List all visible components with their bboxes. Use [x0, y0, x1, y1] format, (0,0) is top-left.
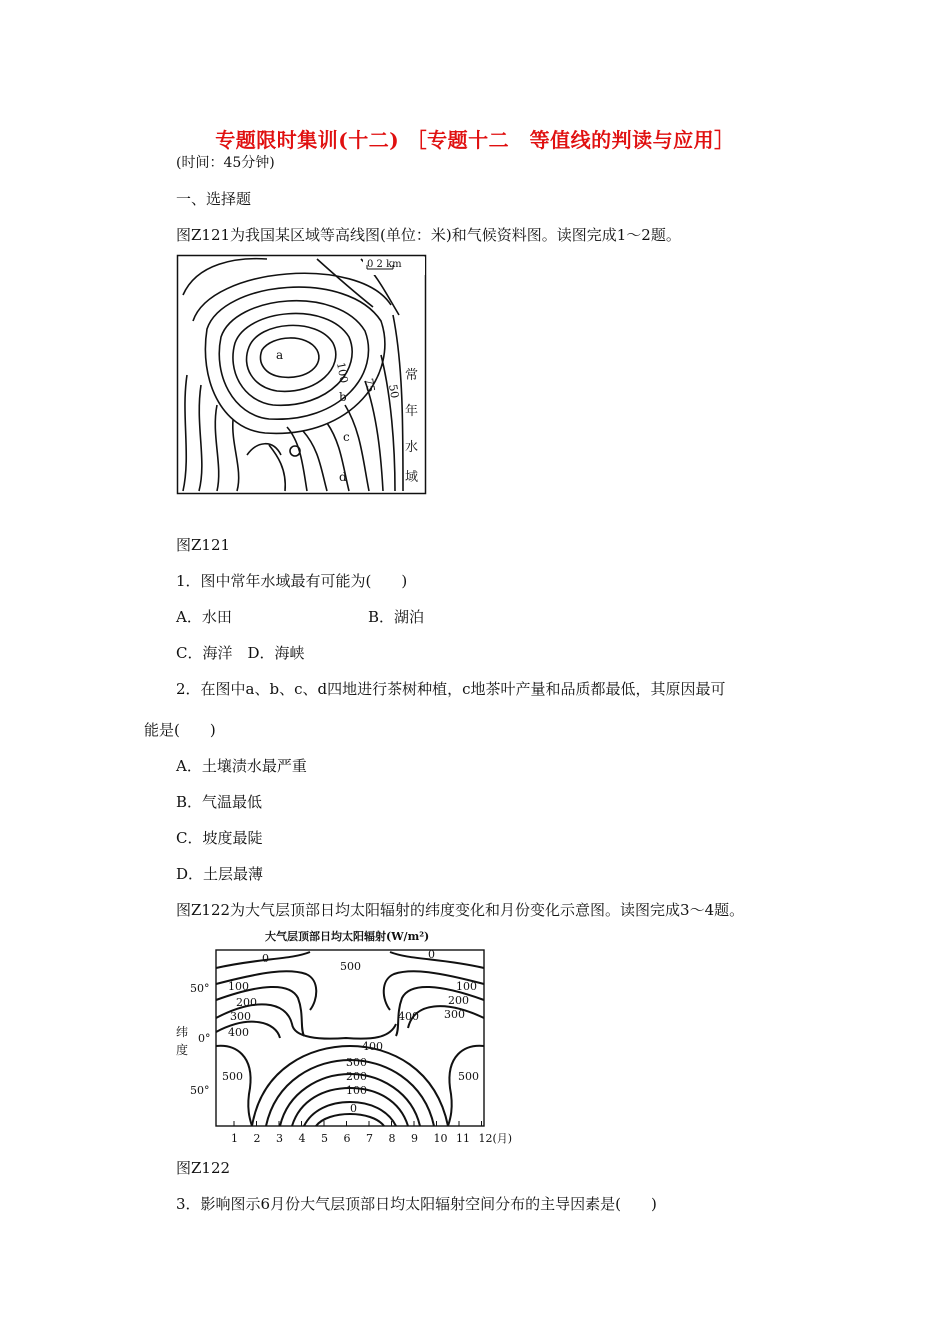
scale-label: 0 2 km — [367, 259, 402, 270]
x-tick-label: 1 — [231, 1132, 238, 1145]
tl-0: 0 — [262, 952, 269, 965]
tl-100: 100 — [228, 980, 249, 993]
top-center-500: 500 — [340, 960, 361, 973]
q2-stem-line2: 能是( ) — [144, 721, 216, 739]
q1-option-a: A．水田 — [176, 608, 232, 626]
q2-option-a: A．土壤渍水最严重 — [176, 757, 307, 775]
mid-right-400: 400 — [398, 1010, 419, 1023]
y-label-1: 纬 — [176, 1025, 189, 1039]
contour-100-label: 100 — [334, 361, 351, 385]
x-tick-label: 3 — [276, 1132, 283, 1145]
figure-caption-1: 图Z121 — [176, 536, 231, 554]
tl-200: 200 — [236, 996, 257, 1009]
section-heading: 一、选择题 — [176, 190, 252, 208]
water-char-3: 水 — [405, 440, 419, 455]
tr-100: 100 — [456, 980, 477, 993]
x-tick-label: 9 — [411, 1132, 418, 1145]
chart-title: 大气层顶部日均太阳辐射(W/m²) — [265, 930, 430, 943]
tr-200: 200 — [448, 994, 469, 1007]
radiation-chart-figure — [170, 928, 520, 1153]
q1-stem: 1．图中常年水域最有可能为( ) — [176, 572, 408, 590]
y-tick-50n: 50° — [190, 982, 210, 995]
intro-text-1: 图Z121为我国某区域等高线图(单位：米)和气候资料图。读图完成1～2题。 — [176, 226, 681, 244]
x-tick-label: 6 — [343, 1132, 351, 1145]
water-char-4: 域 — [405, 470, 419, 485]
contour-50-label: 50 — [386, 383, 402, 400]
x-tick-label: 7 — [366, 1132, 373, 1145]
bottom-left-500: 500 — [222, 1070, 243, 1083]
q2-option-c: C．坡度最陡 — [176, 829, 263, 847]
q1-option-b: B．湖泊 — [368, 608, 425, 626]
q1-option-cd: C．海洋 D．海峡 — [176, 644, 305, 662]
water-char-2: 年 — [405, 404, 419, 419]
y-label-2: 度 — [176, 1043, 189, 1057]
x-tick-label: 8 — [388, 1132, 396, 1145]
page-title: 专题限时集训(十二) ［专题十二 等值线的判读与应用］ — [215, 128, 735, 152]
tr-0: 0 — [428, 948, 435, 961]
contour-75-label: 75 — [362, 377, 378, 394]
x-tick-label: 10 — [433, 1132, 448, 1145]
q2-option-b: B．气温最低 — [176, 793, 263, 811]
bc-400: 400 — [362, 1040, 383, 1053]
x-tick-label: 2 — [253, 1132, 261, 1145]
point-c-label: c — [343, 430, 350, 444]
bottom-right-500: 500 — [458, 1070, 479, 1083]
figure-caption-2: 图Z122 — [176, 1159, 231, 1177]
tr-300: 300 — [444, 1008, 465, 1021]
y-tick-50s: 50° — [190, 1084, 210, 1097]
point-b-label: b — [339, 390, 347, 404]
point-a-label: a — [276, 348, 284, 362]
point-d-label: d — [339, 470, 347, 484]
q2-stem-line1: 2．在图中a、b、c、d四地进行茶树种植，c地茶叶产量和品质都最低，其原因最可 — [176, 680, 726, 698]
tl-400: 400 — [228, 1026, 249, 1039]
contour-map-figure — [177, 255, 427, 495]
x-tick-label: 12(月) — [478, 1132, 513, 1145]
x-tick-label: 11 — [456, 1132, 470, 1145]
x-tick-label: 5 — [321, 1132, 328, 1145]
y-tick-0: 0° — [198, 1032, 211, 1045]
bc-200: 200 — [346, 1070, 367, 1083]
x-tick-label: 4 — [298, 1132, 306, 1145]
scale-bar — [363, 257, 425, 275]
q3-stem: 3．影响图示6月份大气层顶部日均太阳辐射空间分布的主导因素是( ) — [176, 1195, 657, 1213]
intro-text-2: 图Z122为大气层顶部日均太阳辐射的纬度变化和月份变化示意图。读图完成3～4题。 — [176, 901, 745, 919]
water-char-1: 常 — [405, 368, 419, 383]
time-note: (时间：45分钟) — [176, 155, 275, 171]
bc-0: 0 — [350, 1102, 357, 1115]
bc-100: 100 — [346, 1084, 367, 1097]
bc-300: 300 — [346, 1056, 367, 1069]
tl-300: 300 — [230, 1010, 251, 1023]
q2-option-d: D．土层最薄 — [176, 865, 264, 883]
